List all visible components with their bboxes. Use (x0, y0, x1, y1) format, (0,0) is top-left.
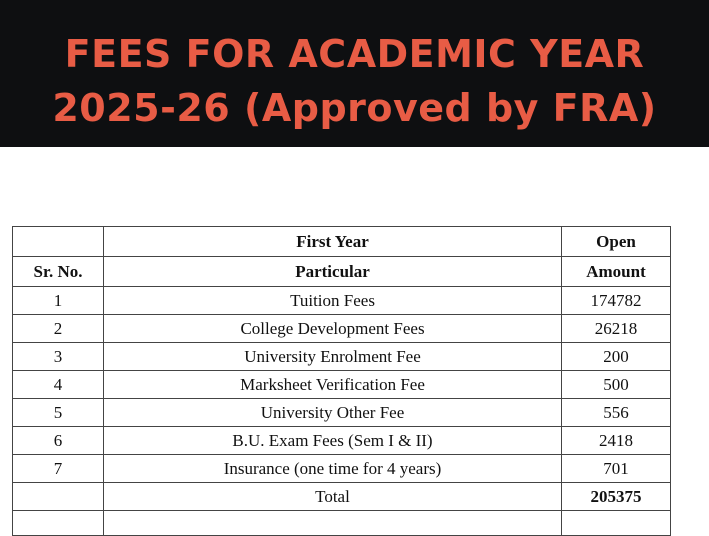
table-row (13, 427, 671, 455)
header-particular: Particular (104, 257, 562, 287)
empty-cell (104, 511, 562, 536)
particular-cell: Insurance (one time for 4 years) (104, 455, 562, 483)
particular-cell: Tuition Fees (104, 287, 562, 315)
table-row (13, 455, 671, 483)
header-open: Open (562, 227, 671, 257)
particular-cell: Marksheet Verification Fee (104, 371, 562, 399)
sr-no-cell: 4 (13, 371, 104, 399)
sr-no-cell: 3 (13, 343, 104, 371)
total-sr-cell (13, 483, 104, 511)
table-row (13, 315, 671, 343)
header-sr-cell (13, 227, 104, 257)
empty-cell (562, 511, 671, 536)
header-amount: Amount (562, 257, 671, 287)
sr-no-cell: 6 (13, 427, 104, 455)
banner-title-line-1: FEES FOR ACADEMIC YEAR (64, 32, 645, 76)
table-row (13, 287, 671, 315)
title-banner (0, 0, 709, 147)
sr-no-cell: 5 (13, 399, 104, 427)
amount-cell: 500 (562, 371, 671, 399)
amount-cell: 200 (562, 343, 671, 371)
header-row-2 (13, 257, 671, 287)
amount-cell: 556 (562, 399, 671, 427)
header-sr-no: Sr. No. (13, 257, 104, 287)
fees-table (12, 226, 671, 536)
total-amount: 205375 (562, 483, 671, 511)
amount-cell: 701 (562, 455, 671, 483)
sr-no-cell: 2 (13, 315, 104, 343)
amount-cell: 26218 (562, 315, 671, 343)
amount-cell: 174782 (562, 287, 671, 315)
empty-row (13, 511, 671, 536)
sr-no-cell: 1 (13, 287, 104, 315)
header-row-1 (13, 227, 671, 257)
table-row (13, 343, 671, 371)
table-row (13, 399, 671, 427)
header-first-year: First Year (104, 227, 562, 257)
particular-cell: College Development Fees (104, 315, 562, 343)
particular-cell: University Enrolment Fee (104, 343, 562, 371)
banner-title-line-2: 2025-26 (Approved by FRA) (52, 86, 657, 130)
sr-no-cell: 7 (13, 455, 104, 483)
particular-cell: University Other Fee (104, 399, 562, 427)
total-label: Total (104, 483, 562, 511)
table-row (13, 371, 671, 399)
empty-cell (13, 511, 104, 536)
amount-cell: 2418 (562, 427, 671, 455)
total-row (13, 483, 671, 511)
particular-cell: B.U. Exam Fees (Sem I & II) (104, 427, 562, 455)
